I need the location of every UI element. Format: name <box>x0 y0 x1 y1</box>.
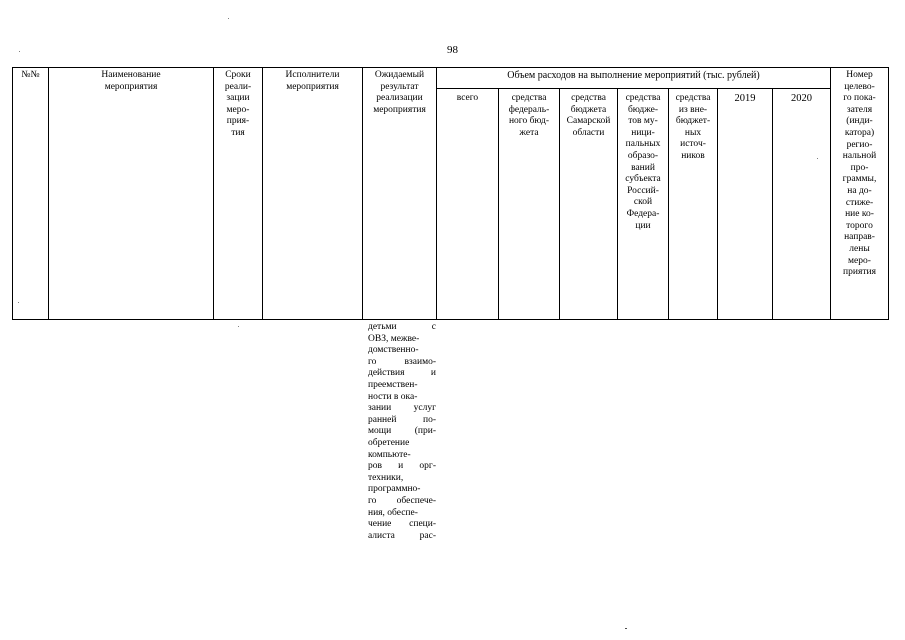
header-terms: Сроки реали- зации меро- прия- тия <box>224 70 252 138</box>
subheader-2019: 2019 <box>734 93 756 104</box>
continuation-line: действия и <box>368 368 436 379</box>
subheader-extrabudgetary: средства из вне- бюджет- ных источ- ников <box>675 93 711 161</box>
continuation-line: зании услуг <box>368 403 436 414</box>
expenses-group-underline <box>436 88 830 89</box>
scan-speck <box>228 18 229 19</box>
col-border-0 <box>12 67 13 320</box>
col-border-1 <box>48 67 49 320</box>
continuation-line: техники, <box>368 472 404 483</box>
scan-speck <box>238 326 239 327</box>
continuation-line: ОВЗ, межве- <box>368 333 420 344</box>
col-border-13 <box>888 67 889 320</box>
page-number: 98 <box>447 44 458 56</box>
subheader-total: всего <box>456 93 479 103</box>
continuation-line: ранней по- <box>368 414 436 425</box>
header-name: Наименование мероприятия <box>101 70 161 92</box>
expected-result-continuation <box>368 322 436 542</box>
col-border-11 <box>772 88 773 320</box>
header-expected-result: Ожидаемый результат реализации мероприятия <box>373 70 426 115</box>
continuation-line: преемствен- <box>368 379 418 390</box>
header-number: №№ <box>21 70 40 80</box>
scan-speck <box>18 302 19 303</box>
continuation-line: го обеспече- <box>368 495 436 506</box>
header-expenses-group: Объем расходов на выполнение мероприятий (тыс. рублей) <box>507 70 760 81</box>
subheader-regional: средства бюджета Самарской области <box>566 93 611 138</box>
subheader-federal: средства федераль- ного бюд- жета <box>508 93 550 138</box>
scan-speck <box>19 51 20 52</box>
continuation-line: домственно- <box>368 345 419 356</box>
continuation-line: детьми с <box>368 322 436 332</box>
header-executors: Исполнители мероприятия <box>285 70 340 92</box>
continuation-line: обретение <box>368 437 410 448</box>
subheader-2020: 2020 <box>791 93 812 104</box>
continuation-line: мощи (при- <box>368 426 436 437</box>
table-bottom-border <box>12 319 889 320</box>
continuation-line: чение специ- <box>368 519 436 530</box>
col-border-5 <box>436 67 437 320</box>
scan-speck <box>817 158 818 159</box>
header-indicator: Номер целево- го пока- зателя (инди- катора) регио- нальной про- граммы, на до- стиже- ние ко- торого направ- лены меро- приятия <box>842 70 877 278</box>
continuation-line: ров и орг- <box>368 461 436 472</box>
continuation-line: ния, обеспе- <box>368 507 418 518</box>
continuation-line: программно- <box>368 484 421 495</box>
scan-speck <box>625 628 627 629</box>
subheader-municipal: средства бюдже- тов му- ници- пальных образо- ваний субъекта Россий- ской Федера- ции <box>625 93 661 231</box>
table-top-border <box>12 67 889 68</box>
continuation-line: компьюте- <box>368 449 411 460</box>
col-border-10 <box>717 88 718 320</box>
continuation-line: го взаимо- <box>368 356 436 367</box>
continuation-line: ности в ока- <box>368 391 418 402</box>
col-border-3 <box>262 67 263 320</box>
continuation-line: алиста рас- <box>368 530 436 541</box>
